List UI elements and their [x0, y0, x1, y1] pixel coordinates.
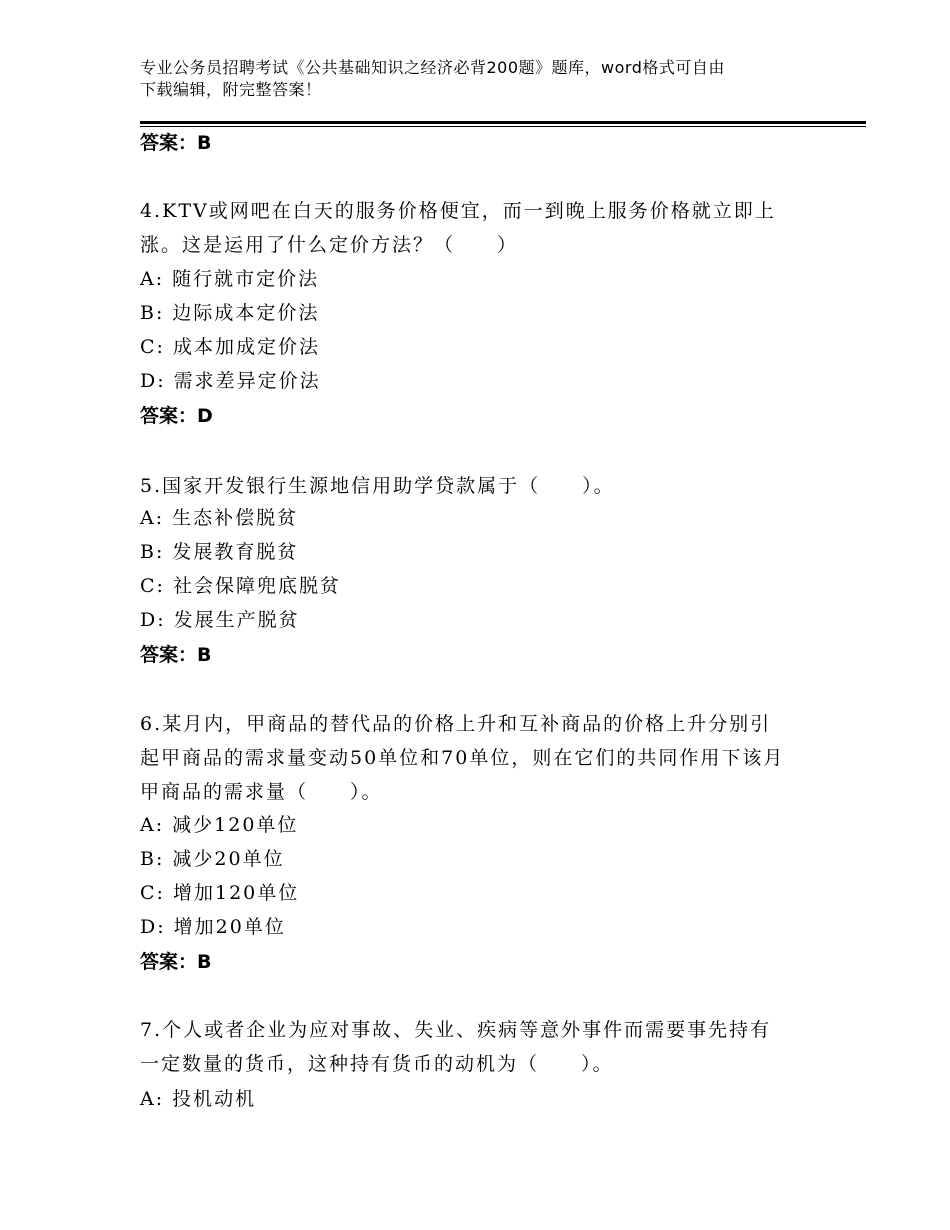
header-divider-thin [140, 126, 866, 127]
document-header [140, 57, 820, 101]
option-c: C: 增加120单位 [140, 882, 300, 904]
header-line-2: 下载编辑，附完整答案！ [140, 80, 322, 99]
option-c: C: 成本加成定价法 [140, 336, 320, 358]
option-d: D: 增加20单位 [140, 916, 286, 938]
option-a: A: 随行就市定价法 [140, 268, 320, 290]
question-text-line: 一定数量的货币，这种持有货币的动机为（ ）。 [140, 1053, 614, 1075]
answer: 答案：D [140, 405, 213, 427]
answer: 答案：B [140, 644, 212, 666]
option-a: A: 投机动机 [140, 1088, 257, 1110]
option-a: A: 减少120单位 [140, 814, 299, 836]
question-text-line: 5.国家开发银行生源地信用助学贷款属于（ ）。 [140, 475, 615, 497]
question-text-line: 甲商品的需求量（ ）。 [140, 781, 383, 803]
header-line-1: 专业公务员招聘考试《公共基础知识之经济必背200题》题库，word格式可自由 [140, 58, 725, 77]
option-b: B: 减少20单位 [140, 848, 285, 870]
question-text-line: 涨。这是运用了什么定价方法？（ ） [140, 234, 519, 256]
option-a: A: 生态补偿脱贫 [140, 507, 299, 529]
option-b: B: 边际成本定价法 [140, 302, 320, 324]
option-d: D: 发展生产脱贫 [140, 609, 300, 631]
answer: 答案：B [140, 951, 212, 973]
option-b: B: 发展教育脱贫 [140, 541, 299, 563]
option-d: D: 需求差异定价法 [140, 370, 321, 392]
option-c: C: 社会保障兜底脱贫 [140, 575, 341, 597]
question-text-line: 起甲商品的需求量变动50单位和70单位，则在它们的共同作用下该月 [140, 747, 785, 769]
header-divider-thick [140, 121, 866, 124]
previous-answer: 答案：B [140, 132, 212, 154]
question-text-line: 6.某月内，甲商品的替代品的价格上升和互补商品的价格上升分别引 [140, 713, 772, 735]
question-text-line: 4.KTV或网吧在白天的服务价格便宜，而一到晚上服务价格就立即上 [140, 200, 776, 222]
question-text-line: 7.个人或者企业为应对事故、失业、疾病等意外事件而需要事先持有 [140, 1019, 772, 1041]
